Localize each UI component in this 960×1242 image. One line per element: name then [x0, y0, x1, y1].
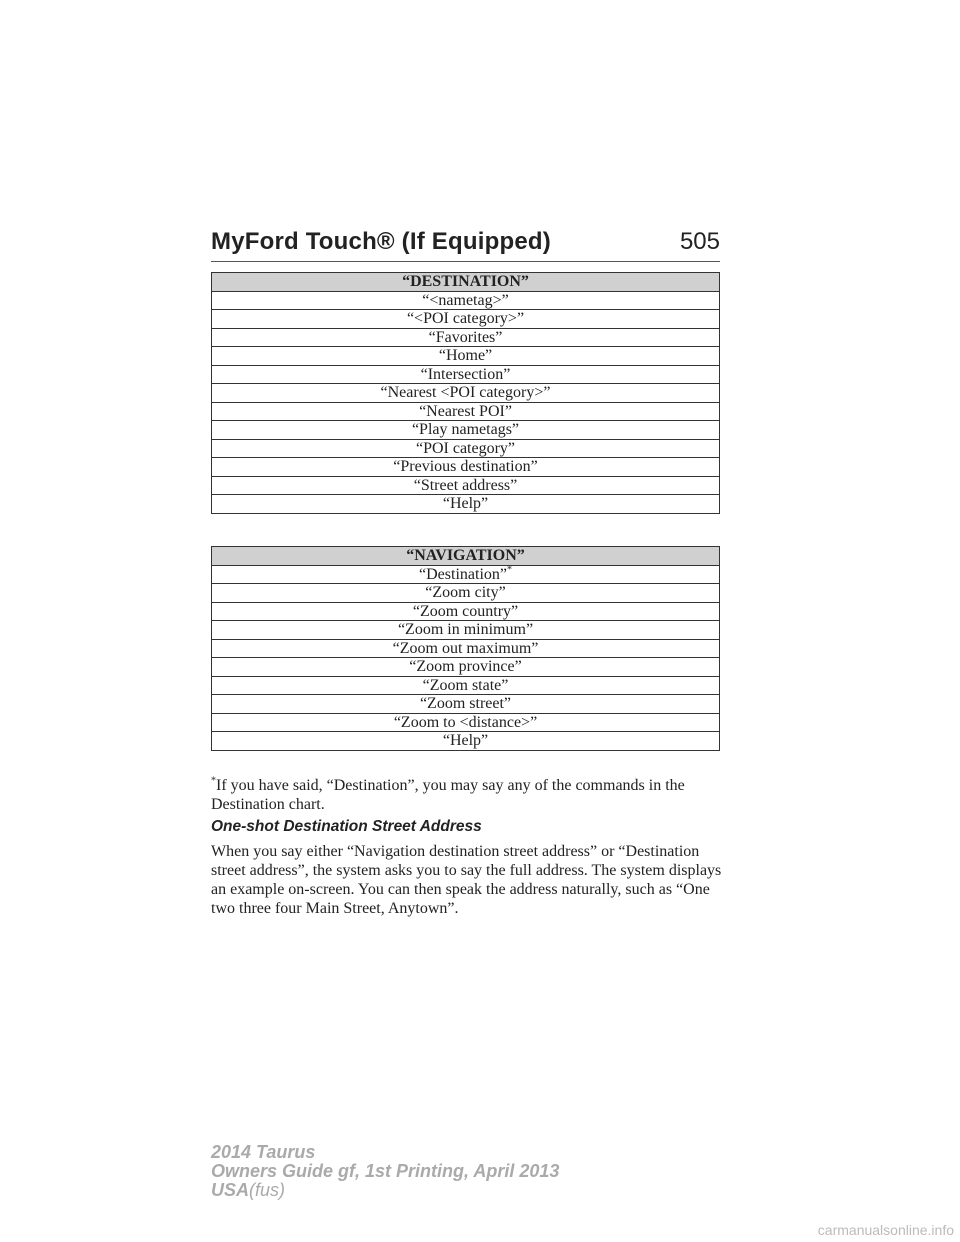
site-watermark: carmanualsonline.info: [817, 1222, 954, 1238]
table-row: “Zoom in minimum”: [212, 621, 720, 640]
table-row: “Zoom province”: [212, 658, 720, 677]
footer-region-code: USA: [211, 1180, 250, 1200]
table-row: “<nametag>”: [212, 291, 720, 310]
navigation-commands-table: [211, 546, 720, 751]
page-number: 505: [679, 228, 720, 255]
page-header-title: MyFord Touch® (If Equipped): [211, 228, 551, 255]
table-row: [212, 565, 720, 584]
section-body: When you say either “Navigation destination street address” or “Destination street address”, the system asks you to say the full address. The system displays an example on-screen. You can then speak the address naturally, such as “One two three four Main Street, Anytown”.: [211, 843, 722, 917]
table-row: “Intersection”: [212, 365, 720, 384]
table-row: “Play nametags”: [212, 421, 720, 440]
footnote-marker: *: [506, 564, 512, 576]
table-heading: “NAVIGATION”: [212, 547, 720, 566]
header-divider: [211, 261, 720, 262]
table-row: “Help”: [212, 495, 720, 514]
table-row: “Zoom country”: [212, 602, 720, 621]
row-text: “Destination”: [419, 565, 507, 583]
table-row: “Zoom out maximum”: [212, 639, 720, 658]
table-heading: “DESTINATION”: [212, 273, 720, 292]
table-row: “Favorites”: [212, 328, 720, 347]
table-row: “Zoom to <distance>”: [212, 713, 720, 732]
footnote: [211, 776, 726, 814]
section-heading: One-shot Destination Street Address: [211, 818, 482, 835]
destination-commands-table: [211, 272, 720, 514]
table-row: “Zoom city”: [212, 584, 720, 603]
table-row: “Nearest <POI category>”: [212, 384, 720, 403]
table-row: “POI category”: [212, 439, 720, 458]
footer-region-suffix: (fus): [249, 1180, 286, 1200]
footer-region: [211, 1181, 559, 1200]
footer-model: 2014 Taurus: [211, 1142, 316, 1162]
table-row: “Zoom state”: [212, 676, 720, 695]
footnote-marker: *: [211, 775, 216, 787]
table-row: “Zoom street”: [212, 695, 720, 714]
footer-edition: Owners Guide gf, 1st Printing, April 2013: [211, 1161, 560, 1181]
document-footer: [211, 1143, 559, 1200]
table-row: “Nearest POI”: [212, 402, 720, 421]
table-row: “Previous destination”: [212, 458, 720, 477]
table-row: “Home”: [212, 347, 720, 366]
table-row: “Street address”: [212, 476, 720, 495]
table-row: “Help”: [212, 732, 720, 751]
table-row: “<POI category>”: [212, 310, 720, 329]
footnote-text: If you have said, “Destination”, you may say any of the commands in the Destination chart.: [211, 777, 685, 813]
